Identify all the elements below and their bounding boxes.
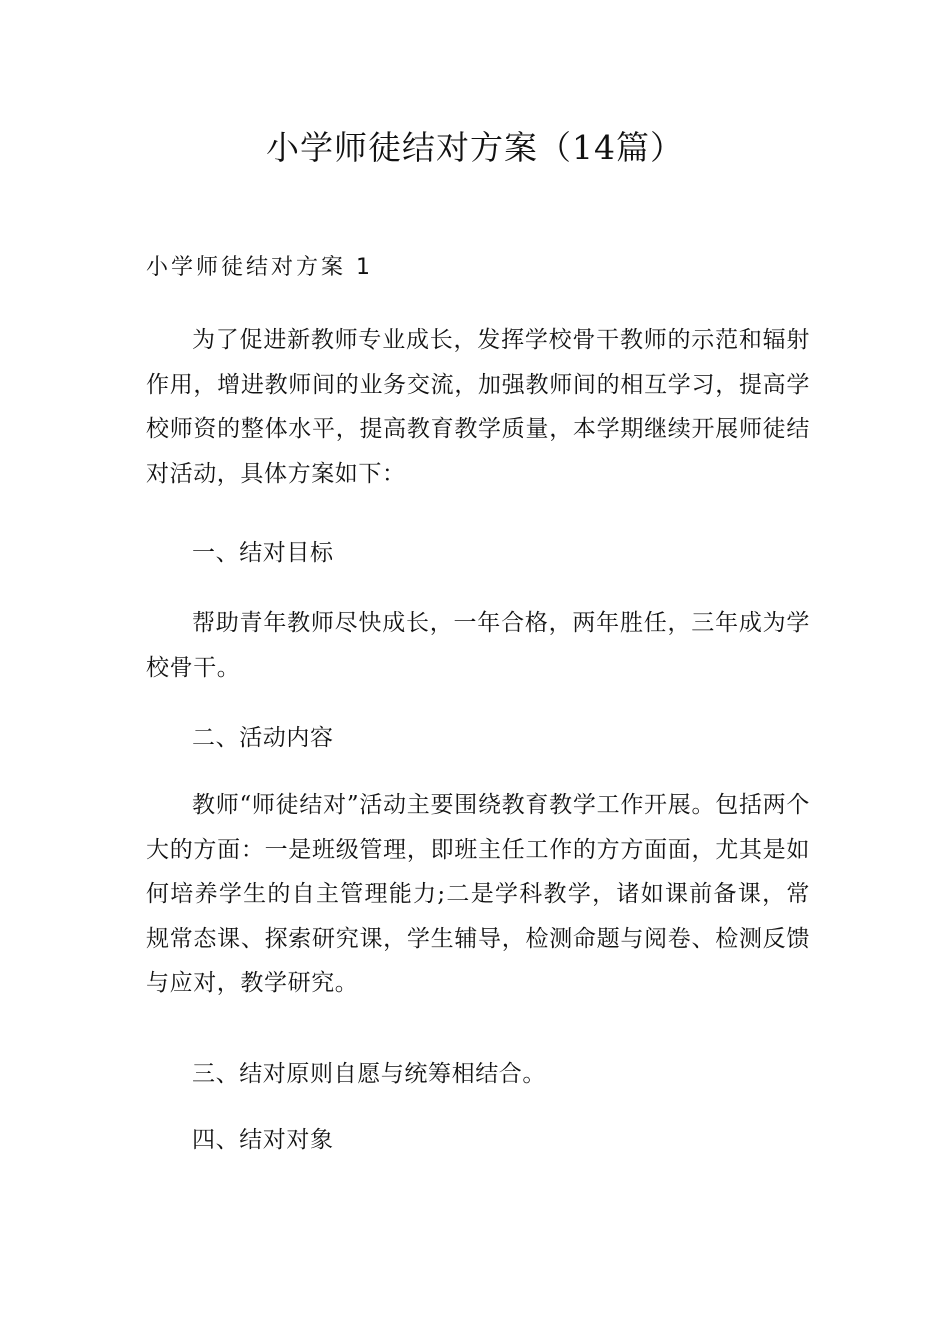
- principle-paragraph: 三、结对原则自愿与统筹相结合。: [192, 1061, 546, 1087]
- heading-targets: 四、结对对象: [192, 1127, 334, 1153]
- heading-goal: 一、结对目标: [192, 540, 334, 566]
- intro-paragraph: 为了促进新教师专业成长，发挥学校骨干教师的示范和辐射作用，增进教师间的业务交流，加强教师间的相互学习，提高学校师资的整体水平，提高教育教学质量，本学期继续开展师徒结对活动，具体方案如下：: [146, 327, 810, 487]
- goal-paragraph: 帮助青年教师尽快成长，一年合格，两年胜任，三年成为学校骨干。: [146, 610, 810, 681]
- heading-content: 二、活动内容: [192, 725, 334, 751]
- content-paragraph: 教师“师徒结对”活动主要围绕教育教学工作开展。包括两个大的方面：一是班级管理，即班主任工作的方方面面，尤其是如何培养学生的自主管理能力;二是学科教学，诸如课前备课，常规常态课、探索研究课，学生辅导，检测命题与阅卷、检测反馈与应对，教学研究。: [146, 792, 810, 996]
- document-title: 小学师徒结对方案（14篇）: [266, 128, 684, 167]
- section-heading: 小学师徒结对方案 1: [146, 255, 373, 280]
